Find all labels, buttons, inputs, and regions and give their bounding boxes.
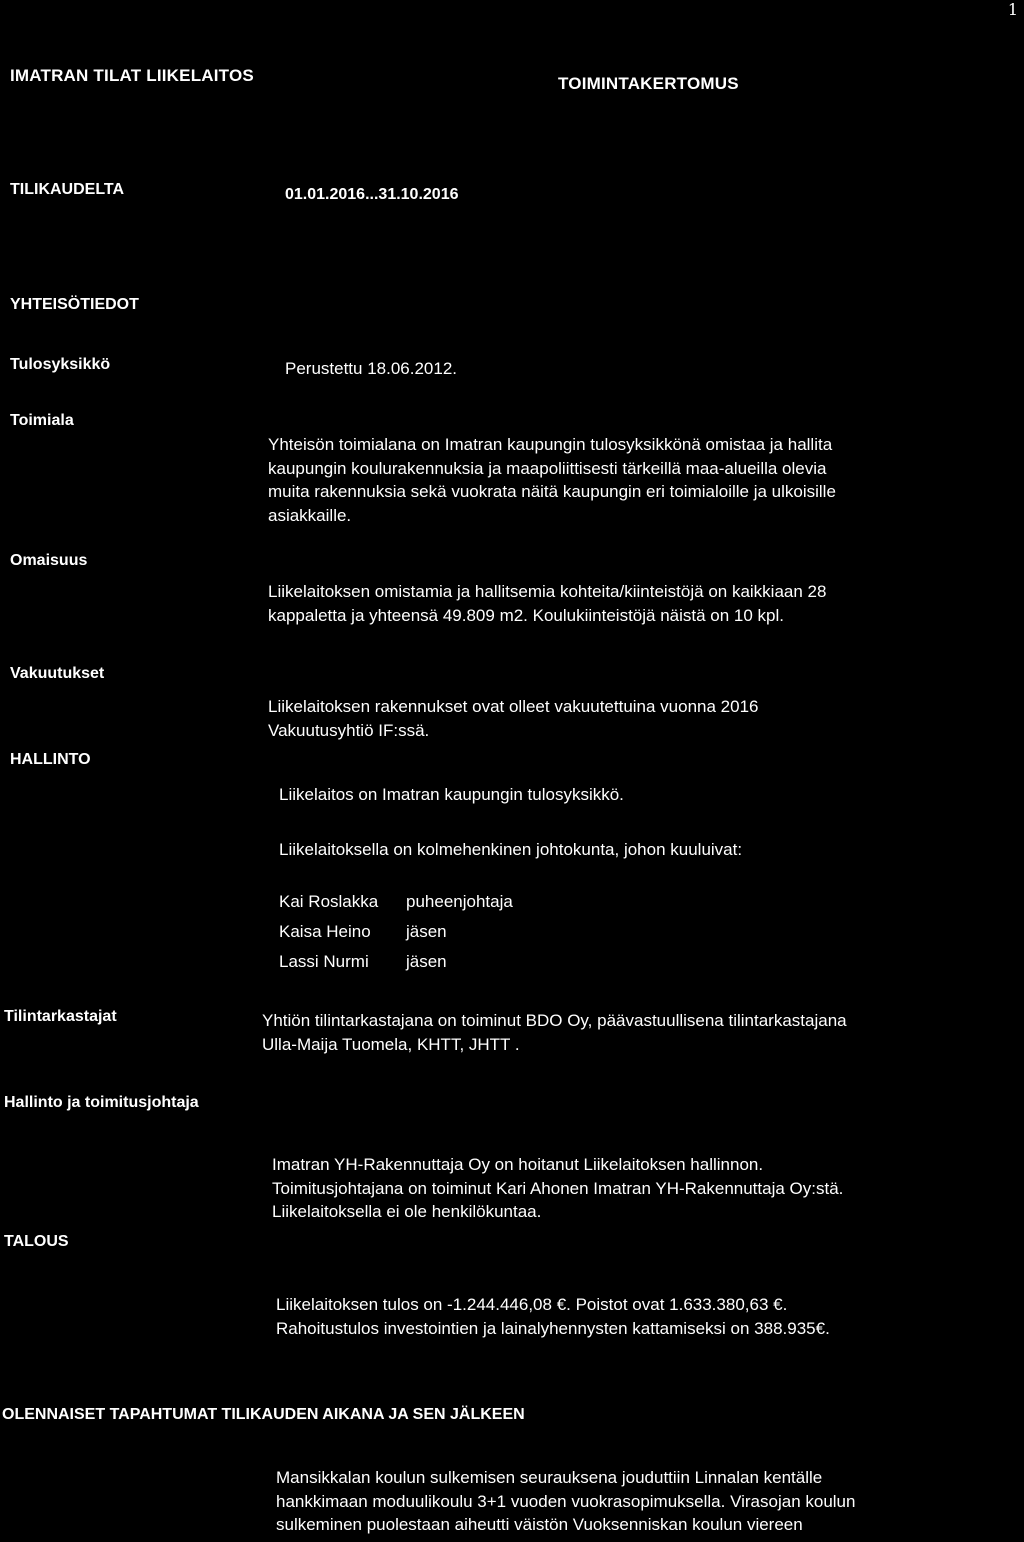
paragraph-omaisuus (268, 580, 826, 627)
paragraph-line: Ulla-Maija Tuomela, KHTT, JHTT . (262, 1034, 520, 1054)
paragraph-vakuutukset (268, 695, 759, 742)
text-tulosyksikko: Perustettu 18.06.2012. (285, 359, 458, 378)
section-heading-olennaiset-tapahtumat: OLENNAISET TAPAHTUMAT TILIKAUDEN AIKANA JA SEN JÄLKEEN (2, 1406, 525, 1423)
organization-name: IMATRAN TILAT LIIKELAITOS (10, 66, 254, 85)
paragraph-line: Liikelaitoksen rakennukset ovat olleet vakuutettuina vuonna 2016 (268, 697, 759, 716)
paragraph-line: kaupungin koulurakennuksia ja maapoliittisesti tärkeillä maa-alueilla olevia (268, 458, 827, 478)
board-members-table (279, 892, 513, 982)
paragraph-line: Yhteisön toimialana on Imatran kaupungin tulosyksikkönä omistaa ja hallita (268, 435, 833, 454)
member-role: jäsen (406, 952, 447, 971)
paragraph-line: Yhtiön tilintarkastajana on toiminut BDO Oy, päävastuullisena tilintarkastajana (262, 1011, 847, 1030)
text-hallinto-2: Liikelaitoksella on kolmehenkinen johtokunta, johon kuuluivat: (279, 840, 743, 859)
member-role: jäsen (406, 922, 447, 941)
text-hallinto-1: Liikelaitos on Imatran kaupungin tulosyksikkö. (279, 785, 624, 804)
label-hallinto-ja-toimitusjohtaja: Hallinto ja toimitusjohtaja (4, 1094, 199, 1111)
paragraph-line: sulkeminen puolestaan aiheutti väistön Vuoksenniskan koulun viereen (276, 1515, 803, 1534)
label-toimiala: Toimiala (10, 412, 74, 429)
label-tilintarkastajat: Tilintarkastajat (4, 1008, 117, 1025)
paragraph-line: Rahoitustulos investointien ja lainalyhennysten kattamiseksi on 388.935€. (276, 1318, 830, 1338)
paragraph-line: Liikelaitoksen omistamia ja hallitsemia kohteita/kiinteistöjä on kaikkiaan 28 (268, 582, 827, 601)
member-name: Kaisa Heino (279, 922, 371, 941)
paragraph-line: kappaletta ja yhteensä 49.809 m2. Koulukiinteistöjä näistä on 10 kpl. (268, 605, 785, 625)
table-row (279, 952, 513, 982)
paragraph-line: Toimitusjohtajana on toiminut Kari Ahonen Imatran YH-Rakennuttaja Oy:stä. (272, 1178, 844, 1198)
section-heading-talous: TALOUS (4, 1233, 69, 1250)
label-omaisuus: Omaisuus (10, 552, 88, 569)
paragraph-hallinto-ja-toimitusjohtaja (272, 1153, 843, 1224)
paragraph-line: muita rakennuksia sekä vuokrata näitä kaupungin eri toimialoille ja ulkoisille (268, 482, 836, 501)
label-tulosyksikko: Tulosyksikkö (10, 356, 111, 373)
document-title: TOIMINTAKERTOMUS (558, 74, 739, 93)
page-number: 1 (1007, 0, 1018, 19)
paragraph-line: Liikelaitoksella ei ole henkilökuntaa. (272, 1202, 542, 1221)
table-row (279, 922, 513, 952)
period-label: TILIKAUDELTA (10, 181, 125, 198)
paragraph-toimiala (268, 433, 836, 527)
paragraph-line: Imatran YH-Rakennuttaja Oy on hoitanut Liikelaitoksen hallinnon. (272, 1155, 764, 1174)
paragraph-talous (276, 1293, 830, 1340)
member-name: Lassi Nurmi (279, 952, 369, 971)
table-row (279, 892, 513, 922)
paragraph-line: Vakuutusyhtiö IF:ssä. (268, 720, 430, 740)
section-heading-yhteisotiedot: YHTEISÖTIEDOT (10, 296, 139, 313)
paragraph-line: hankkimaan moduulikoulu 3+1 vuoden vuokrasopimuksella. Virasojan koulun (276, 1491, 856, 1511)
paragraph-olennaiset-tapahtumat (276, 1466, 855, 1537)
section-heading-hallinto: HALLINTO (10, 751, 91, 768)
paragraph-tilintarkastajat (262, 1009, 847, 1056)
member-name: Kai Roslakka (279, 892, 379, 911)
paragraph-line: asiakkaille. (268, 505, 352, 525)
paragraph-line: Liikelaitoksen tulos on -1.244.446,08 €. Poistot ovat 1.633.380,63 €. (276, 1295, 788, 1314)
period-value: 01.01.2016...31.10.2016 (285, 186, 459, 203)
member-role: puheenjohtaja (406, 892, 513, 911)
label-vakuutukset: Vakuutukset (10, 665, 105, 682)
paragraph-line: Mansikkalan koulun sulkemisen seurauksena jouduttiin Linnalan kentälle (276, 1468, 823, 1487)
